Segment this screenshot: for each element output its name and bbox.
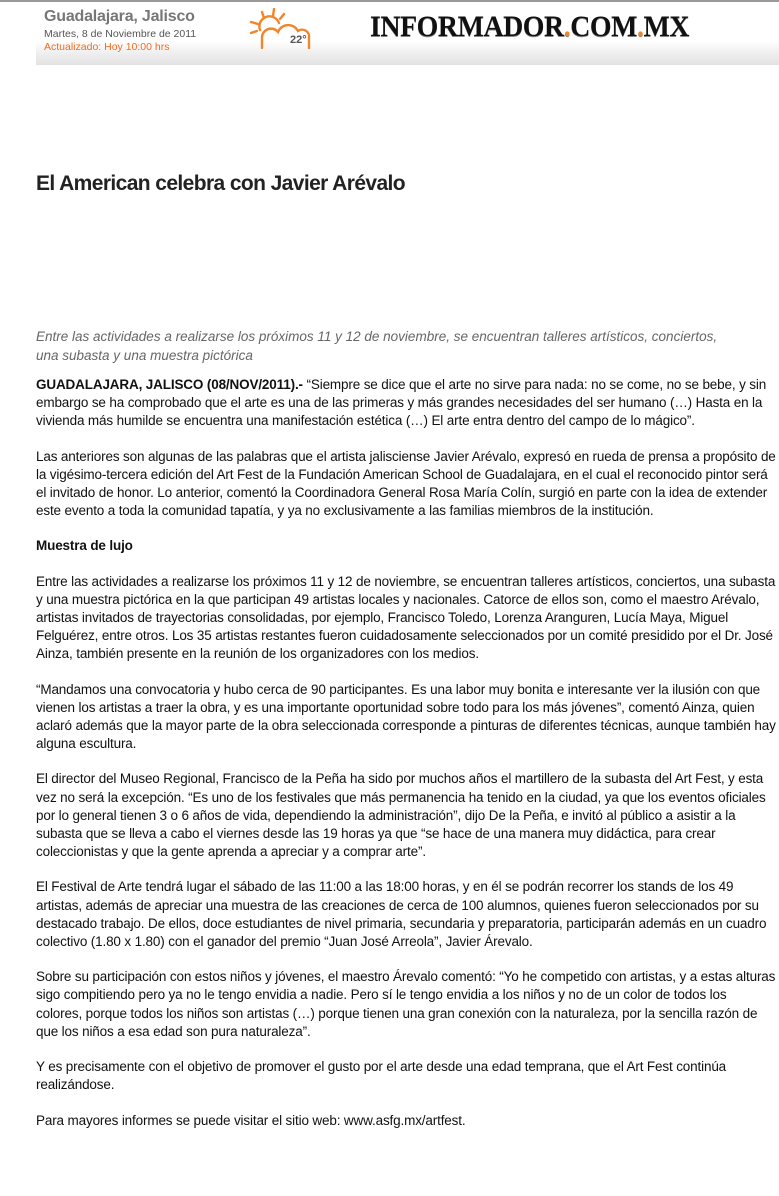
- city-name: Guadalajara, Jalisco: [44, 8, 195, 25]
- article-body: [36, 376, 776, 1147]
- paragraph: Sobre su participación con estos niños y jóvenes, el maestro Árevalo comentó: “Yo he competido con artistas, y a estas alturas sigo compitiendo pero ya no le tengo envidia a nadie. Pero sí le tengo envidia a los niños y no de un color de todos los colores, porque todos los niños son artistas (…) porque tienen una gran conexión con la naturaleza, por la sencilla razón de que los niños a esa edad son pura naturaleza”.: [36, 969, 776, 1039]
- logo-dot-1: .: [563, 10, 571, 43]
- logo-text-1: INFORMADOR: [370, 10, 564, 43]
- paragraph: Para mayores informes se puede visitar el sitio web: www.asfg.mx/artfest.: [36, 1112, 466, 1128]
- paragraph: El Festival de Arte tendrá lugar el sábado de las 11:00 a las 18:00 horas, y en él se podrán recorrer los stands de los 49 artistas, además de apreciar una muestra de las creaciones de cerca de 100 alumnos, quienes fueron seleccionados por su destacado trabajo. De ellos, doce estudiantes de nivel primaria, secundaria y preparatoria, participarán además en un cuadro colectivo (1.80 x 1.80) con el ganador del premio “Juan José Arreola”, Javier Árevalo.: [36, 879, 767, 950]
- paragraph: Las anteriores son algunas de las palabras que el artista jalisciense Javier Arévalo, expresó en rueda de prensa a propósito de la vigésimo-tercera edición del Art Fest de la Fundación American School de Guadalajara, en el cual el reconocido pintor será el invitado de honor. Lo anterior, comentó la Coordinadora General Rosa María Colín, surgió en parte con la idea de extender este evento a toda la comunidad tapatía, y ya no exclusivamente a las familias miembros de la institución.: [36, 448, 776, 519]
- partly-sunny-icon: [248, 8, 314, 54]
- subheading: Muestra de lujo: [36, 538, 133, 554]
- logo-text-2: COM: [570, 10, 638, 43]
- article-summary: Entre las actividades a realizarse los próximos 11 y 12 de noviembre, se encuentran talleres artísticos, conciertos, una subasta y una muestra pictórica: [36, 329, 718, 363]
- paragraph: “Mandamos una convocatoria y hubo cerca de 90 participantes. Es una labor muy bonita e interesante ver la ilusión con que vienen los artistas a traer la obra, y es una importante oportunidad sobre todo para los más jóvenes”, comentó Ainza, quien aclaró además que la mayor parte de la obra seleccionada corresponde a pinturas de diferentes técnicas, aunque también hay alguna escultura.: [36, 681, 776, 752]
- paragraph: Y es precisamente con el objetivo de promover el gusto por el arte desde una edad temprana, que el Art Fest continúa realizándose.: [36, 1059, 727, 1093]
- article-title: El American celebra con Javier Arévalo: [36, 172, 406, 195]
- updated-time: Actualizado: Hoy 10:00 hrs: [44, 41, 170, 53]
- masthead: [36, 2, 779, 65]
- paragraph: El director del Museo Regional, Francisco de la Peña ha sido por muchos años el martillero de la subasta del Art Fest, y esta vez no será la excepción. “Es uno de los festivales que más permanencia ha tenido en la ciudad, ya que los eventos oficiales por lo general tienen 3 o 6 años de vida, dependiendo la administración”, dijo De la Peña, e invitó al público a asistir a la subasta que se lleva a cabo el viernes desde las 19 horas ya que “se hace de una manera muy didáctica, para crear coleccionistas y que la gente aprenda a apreciar y a comprar arte”.: [36, 771, 766, 860]
- lead-paragraph: [36, 376, 776, 431]
- current-date: Martes, 8 de Noviembre de 2011: [44, 28, 197, 40]
- logo-text-3: MX: [643, 10, 690, 43]
- logo-dot-2: .: [637, 10, 644, 43]
- temperature: 22°: [290, 34, 307, 46]
- dateline: GUADALAJARA, JALISCO (08/NOV/2011).-: [36, 377, 303, 392]
- paragraph: Entre las actividades a realizarse los próximos 11 y 12 de noviembre, se encuentran talleres artísticos, conciertos, una subasta y una muestra pictórica en la que participan 49 artistas locales y nacionales. Catorce de ellos son, como el maestro Arévalo, artistas invitados de trayectorias consolidadas, por ejemplo, Francisco Toledo, Lorenza Aranguren, Lucía Maya, Miguel Felguérez, entre otros. Los 35 artistas restantes fueron cuidadosamente seleccionados por un comité presidido por el Dr. José Ainza, también presente en la reunión de los organizadores con los medios.: [36, 573, 776, 662]
- lead-text: “Siempre se dice que el arte no sirve para nada: no se come, no se bebe, y sin embargo se ha comprobado que el arte es una de las primeras y más grandes necesidades del ser humano (…) Hasta en la vivienda más humilde se encuentra una manifestación estética (…) El arte entra dentro del campo de lo mágico”.: [36, 377, 767, 429]
- site-logo[interactable]: [370, 10, 689, 44]
